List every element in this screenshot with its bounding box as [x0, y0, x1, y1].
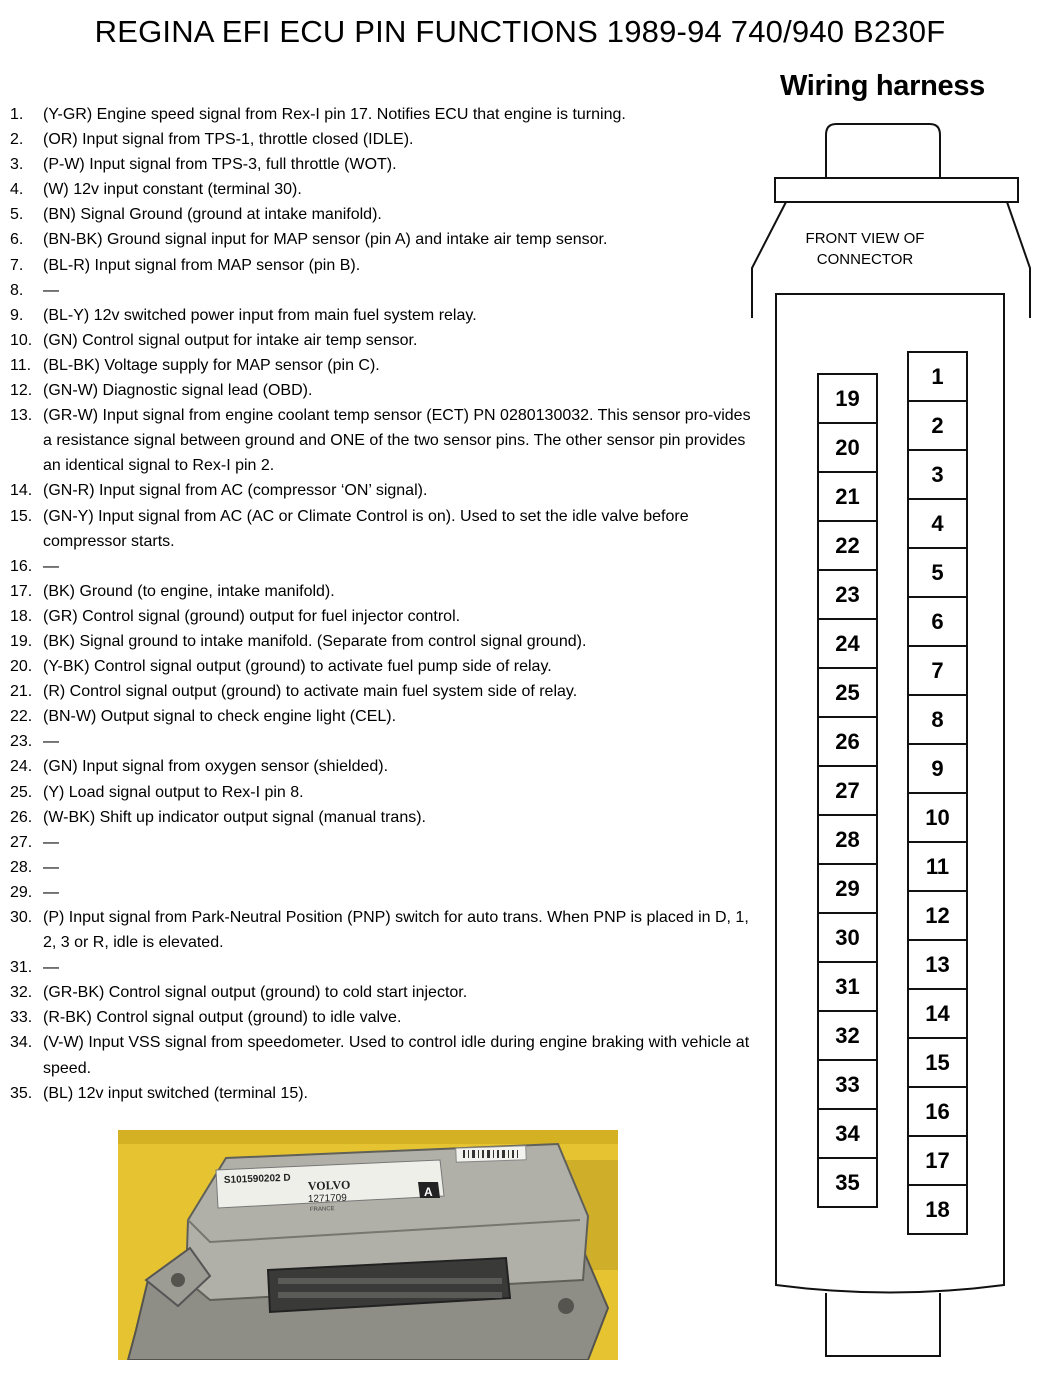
- pin-description: (BK) Ground (to engine, intake manifold).: [43, 582, 335, 600]
- connector-pin-cell: 33: [819, 1061, 876, 1110]
- page-title: REGINA EFI ECU PIN FUNCTIONS 1989-94 740/940 B230F: [94, 14, 946, 49]
- connector-pin-cell: 35: [819, 1159, 876, 1208]
- pin-number: 33.: [10, 1009, 33, 1027]
- pin-number: 24.: [10, 758, 33, 776]
- pin-description: —: [43, 281, 59, 299]
- connector-pin-cell: 9: [909, 745, 966, 794]
- pin-number: 31.: [10, 959, 33, 977]
- pin-description: (BL-R) Input signal from MAP sensor (pin B).: [43, 256, 361, 274]
- connector-top-bar: [775, 178, 1018, 202]
- pin-description: (R) Control signal output (ground) to activate main fuel system side of relay.: [43, 683, 578, 701]
- pin-description: (W-BK) Shift up indicator output signal (manual trans).: [43, 808, 426, 826]
- pin-number: 30.: [10, 909, 33, 926]
- connector-pin-cell: 30: [819, 914, 876, 963]
- front-view-label: [790, 228, 940, 270]
- connector-pin-cell: 19: [819, 375, 876, 424]
- pin-number: 23.: [10, 733, 33, 751]
- pin-description: —: [43, 883, 59, 901]
- connector-pin-cell: 16: [909, 1088, 966, 1137]
- connector-pin-cell: 10: [909, 794, 966, 843]
- connector-pin-cell: 34: [819, 1110, 876, 1159]
- connector-top-nub: [826, 124, 940, 178]
- connector-pin-cell: 29: [819, 865, 876, 914]
- connector-pin-cell: 20: [819, 424, 876, 473]
- pin-description: (Y) Load signal output to Rex-I pin 8.: [43, 783, 304, 801]
- connector-pin-cell: 23: [819, 571, 876, 620]
- ecu-label-origin: FRANCE: [309, 1206, 335, 1213]
- pin-number: 32.: [10, 984, 33, 1002]
- pin-number: 5.: [10, 206, 24, 224]
- pin-description: (BN-BK) Ground signal input for MAP sensor (pin A) and intake air temp sensor.: [43, 231, 608, 249]
- pin-description: (GN-R) Input signal from AC (compressor ‘ON’ signal).: [43, 482, 428, 500]
- pin-description: (P-W) Input signal from TPS-3, full throttle (WOT).: [43, 156, 397, 174]
- pin-description: (GN-Y) Input signal from AC (AC or Climate Control is on). Used to set the idle valve before compressor starts.: [43, 507, 689, 550]
- front-view-label-line2: CONNECTOR: [816, 251, 914, 268]
- ecu-label-letter: A: [424, 1185, 433, 1199]
- ecu-label-brand: VOLVO: [307, 1177, 351, 1193]
- pin-number: 34.: [10, 1034, 33, 1052]
- pin-description: (GR) Control signal (ground) output for fuel injector control.: [43, 607, 461, 625]
- connector-bottom-nub: [826, 1293, 940, 1356]
- pin-number: 7.: [10, 256, 24, 274]
- pin-description: (BL-Y) 12v switched power input from main fuel system relay.: [43, 306, 477, 324]
- connector-pin-cell: 25: [819, 669, 876, 718]
- pin-number: 2.: [10, 131, 24, 149]
- ecu-label-part: S101590202 D: [223, 1172, 291, 1186]
- pin-description: (BL-BK) Voltage supply for MAP sensor (pin C).: [43, 356, 380, 374]
- connector-pin-cell: 27: [819, 767, 876, 816]
- pin-number: 22.: [10, 708, 33, 726]
- pin-description: —: [43, 959, 59, 977]
- pin-description: (GR-W) Input signal from engine coolant temp sensor (ECT) PN 0280130032. This sensor pro-vides a resistance signal between ground and ONE of the two sensor pins. The other sensor pin provides an identical signal to Rex-I pin 2.: [43, 407, 751, 475]
- connector-pin-cell: 12: [909, 892, 966, 941]
- pin-number: 12.: [10, 382, 33, 400]
- pin-column-right: [907, 351, 968, 1235]
- connector-pin-cell: 2: [909, 402, 966, 451]
- connector-pin-cell: 1: [909, 353, 966, 402]
- pin-number: 25.: [10, 783, 33, 801]
- pin-number: 4.: [10, 181, 24, 199]
- pin-number: 26.: [10, 808, 33, 826]
- connector-pin-cell: 4: [909, 500, 966, 549]
- pin-description: (GN) Control signal output for intake air temp sensor.: [43, 331, 418, 349]
- pin-column-left: [817, 373, 878, 1208]
- pin-description: (GR-BK) Control signal output (ground) to cold start injector.: [43, 984, 468, 1002]
- ecu-label-number: 1271709: [307, 1192, 348, 1205]
- connector-pin-cell: 24: [819, 620, 876, 669]
- pin-number: 6.: [10, 231, 24, 249]
- pin-number: 8.: [10, 281, 24, 299]
- pin-description: (BN) Signal Ground (ground at intake manifold).: [43, 206, 382, 224]
- pin-number: 3.: [10, 156, 24, 174]
- pin-number: 28.: [10, 858, 33, 876]
- pin-description: (P) Input signal from Park-Neutral Position (PNP) switch for auto trans. When PNP is placed in D, 1, 2, 3 or R, idle is elevated.: [43, 909, 749, 952]
- front-view-label-line1: FRONT VIEW OF: [805, 230, 925, 247]
- connector-pin-cell: 6: [909, 598, 966, 647]
- pin-number: 14.: [10, 482, 33, 500]
- pin-description: —: [43, 858, 59, 876]
- ecu-photo: [118, 1130, 618, 1360]
- pin-number: 15.: [10, 507, 33, 525]
- pin-number: 21.: [10, 683, 33, 701]
- ecu-barcode-label: [456, 1146, 526, 1162]
- pin-number: 11.: [10, 356, 32, 374]
- pin-number: 35.: [10, 1084, 33, 1102]
- pin-description: (Y-BK) Control signal output (ground) to activate fuel pump side of relay.: [43, 658, 552, 676]
- connector-pin-cell: 32: [819, 1012, 876, 1061]
- harness-heading: Wiring harness: [779, 70, 986, 102]
- pin-number: 20.: [10, 658, 33, 676]
- pin-number: 17.: [10, 582, 33, 600]
- connector-pin-cell: 22: [819, 522, 876, 571]
- pin-description: (GN-W) Diagnostic signal lead (OBD).: [43, 382, 313, 400]
- pin-description: (V-W) Input VSS signal from speedometer. Used to control idle during engine braking with vehicle at speed.: [43, 1034, 750, 1077]
- pin-description: —: [43, 557, 59, 575]
- connector-pin-cell: 13: [909, 941, 966, 990]
- pin-number: 16.: [10, 557, 33, 575]
- pin-number: 18.: [10, 607, 33, 625]
- connector-body: [776, 294, 1004, 1293]
- connector-pin-cell: 3: [909, 451, 966, 500]
- connector-pin-cell: 21: [819, 473, 876, 522]
- pin-description: —: [43, 733, 59, 751]
- connector-pin-cell: 5: [909, 549, 966, 598]
- pin-number: 1.: [10, 106, 24, 123]
- connector-pin-cell: 18: [909, 1186, 966, 1235]
- connector-pin-cell: 28: [819, 816, 876, 865]
- connector-pin-cell: 11: [909, 843, 966, 892]
- pin-number: 9.: [10, 306, 24, 324]
- pin-number: 13.: [10, 407, 33, 425]
- connector-pin-cell: 8: [909, 696, 966, 745]
- pin-description: (Y-GR) Engine speed signal from Rex-I pin 17. Notifies ECU that engine is turning.: [43, 106, 626, 123]
- pin-number: 27.: [10, 833, 33, 851]
- pin-description: (W) 12v input constant (terminal 30).: [43, 181, 302, 199]
- connector-pin-cell: 14: [909, 990, 966, 1039]
- pin-description: (BL) 12v input switched (terminal 15).: [43, 1084, 308, 1102]
- connector-pin-cell: 31: [819, 963, 876, 1012]
- connector-pin-cell: 7: [909, 647, 966, 696]
- pin-description: (OR) Input signal from TPS-1, throttle closed (IDLE).: [43, 131, 414, 149]
- pin-description: (R-BK) Control signal output (ground) to idle valve.: [43, 1009, 402, 1027]
- pin-description: (BK) Signal ground to intake manifold. (Separate from control signal ground).: [43, 632, 587, 650]
- connector-pin-cell: 15: [909, 1039, 966, 1088]
- pin-description: (GN) Input signal from oxygen sensor (shielded).: [43, 758, 389, 776]
- connector-pin-cell: 26: [819, 718, 876, 767]
- pin-number: 10.: [10, 331, 33, 349]
- connector-pin-cell: 17: [909, 1137, 966, 1186]
- pin-description: —: [43, 833, 59, 851]
- connector-right-flare: [1007, 202, 1030, 318]
- pin-number: 29.: [10, 883, 33, 901]
- pin-number: 19.: [10, 632, 33, 650]
- connector-left-flare: [752, 202, 786, 318]
- pin-description: (BN-W) Output signal to check engine light (CEL).: [43, 708, 397, 726]
